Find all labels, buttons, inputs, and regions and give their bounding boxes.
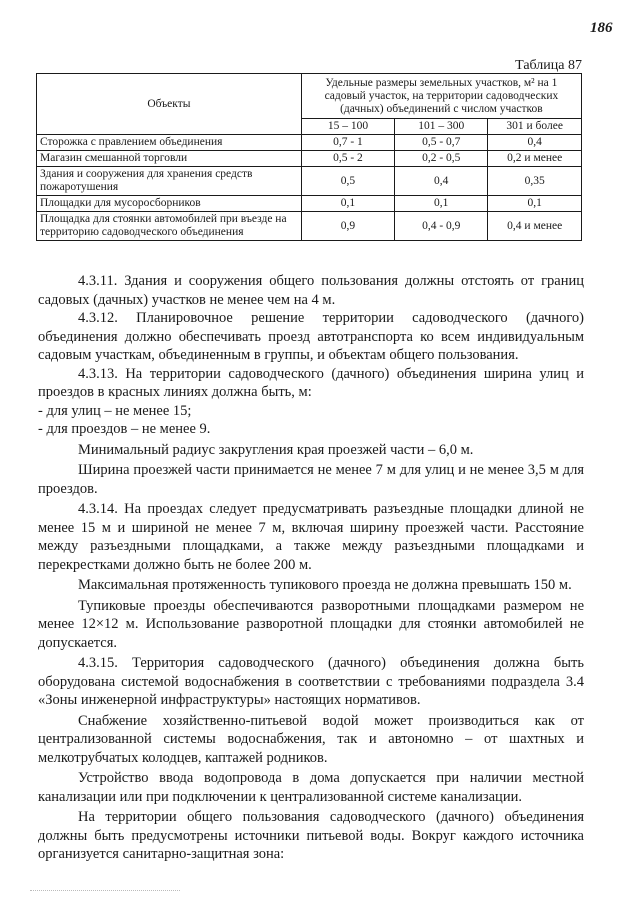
row-value: 0,1: [301, 196, 394, 212]
row-value: 0,5 - 0,7: [395, 135, 488, 151]
row-value: 0,2 и менее: [488, 151, 582, 167]
table-header-row: [37, 74, 582, 119]
row-object: Площадки для мусоросборников: [37, 196, 302, 212]
row-value: 0,4: [488, 135, 582, 151]
row-value: 0,5: [301, 167, 394, 196]
list-item-driveways: - для проездов – не менее 9.: [38, 421, 211, 437]
table-row: [37, 151, 582, 167]
row-value: 0,4: [395, 167, 488, 196]
land-size-table: [36, 73, 582, 241]
subheader-medium: 101 – 300: [395, 119, 488, 135]
row-value: 0,4 - 0,9: [395, 212, 488, 241]
row-object: Площадка для стоянки автомобилей при въезде на территорию садоводческого объединения: [37, 212, 302, 241]
row-value: 0,35: [488, 167, 582, 196]
row-object: Сторожка с правлением объединения: [37, 135, 302, 151]
paragraph-drinking-water: На территории общего пользования садоводческого (дачного) объединения должны быть предусмотрены источники питьевой воды. Вокруг каждого источника организуется санитарно-защитная зона:: [38, 809, 584, 862]
subheader-large: 301 и более: [488, 119, 582, 135]
list-item-streets: - для улиц – не менее 15;: [38, 402, 192, 419]
paragraph-4-3-12: 4.3.12. Планировочное решение территории садоводческого (дачного) объединения должно обеспечивать проезд автотранспорта ко всем индивидуальным садовым участкам, объединенным в группы, и объектам общего пользования.: [38, 310, 584, 363]
table-row: [37, 167, 582, 196]
paragraph-4-3-14: 4.3.14. На проездах следует предусматривать разъездные площадки длиной не менее 15 м и шириной не менее 7 м, включая ширину проезжей части. Расстояние между разъездными площадками, а также между разъездными площадками и перекрестками должно быть не более 200 м.: [38, 501, 584, 573]
table-row: [37, 135, 582, 151]
paragraph-water-supply: Снабжение хозяйственно-питьевой водой может производиться как от централизованной системы водоснабжения, так и автономно – от шахтных и мелкотрубчатых колодцев, каптажей родников.: [38, 712, 584, 766]
header-group: Удельные размеры земельных участков, м² на 1 садовый участок, на территории садоводческих (дачных) объединений с числом участков: [301, 74, 581, 119]
row-value: 0,1: [395, 196, 488, 212]
row-value: 0,5 - 2: [301, 151, 394, 167]
paragraph-turnaround: Тупиковые проезды обеспечиваются разворотными площадками размером не менее 12×12 м. Использование разворотной площадки для стоянки автомобилей не допускается.: [38, 597, 584, 651]
row-value: 0,2 - 0,5: [395, 151, 488, 167]
body-text: [38, 272, 584, 864]
row-value: 0,9: [301, 212, 394, 241]
row-value: 0,1: [488, 196, 582, 212]
paragraph-dead-end-length: Максимальная протяженность тупикового проезда не должна превышать 150 м.: [78, 577, 572, 593]
page-number: 186: [590, 20, 613, 36]
table-row: [37, 196, 582, 212]
paragraph-water-inlet: Устройство ввода водопровода в дома допускается при наличии местной канализации или при подключении к централизованной системе канализации.: [38, 770, 584, 805]
header-objects: Объекты: [37, 74, 302, 135]
footer-scan-mark: [30, 890, 180, 893]
subheader-small: 15 – 100: [301, 119, 394, 135]
paragraph-4-3-13: 4.3.13. На территории садоводческого (дачного) объединения ширина улиц и проездов в красных линиях должна быть, м:: [38, 365, 584, 400]
row-value: 0,4 и менее: [488, 212, 582, 241]
table-row: [37, 212, 582, 241]
paragraph-carriageway-width: Ширина проезжей части принимается не менее 7 м для улиц и не менее 3,5 м для проездов.: [38, 462, 584, 497]
paragraph-4-3-15: 4.3.15. Территория садоводческого (дачного) объединения должна быть оборудована системой водоснабжения в соответствии с требованиями подраздела 3.4 «Зоны инженерной инфраструктуры» настоящих нормативов.: [38, 655, 584, 708]
row-value: 0,7 - 1: [301, 135, 394, 151]
row-object: Магазин смешанной торговли: [37, 151, 302, 167]
paragraph-min-radius: Минимальный радиус закругления края проезжей части – 6,0 м.: [78, 441, 474, 458]
row-object: Здания и сооружения для хранения средств пожаротушения: [37, 167, 302, 196]
table-caption: Таблица 87: [515, 58, 582, 73]
paragraph-4-3-11: 4.3.11. Здания и сооружения общего пользования должны отстоять от границ садовых (дачных) участков не менее чем на 4 м.: [38, 273, 584, 308]
